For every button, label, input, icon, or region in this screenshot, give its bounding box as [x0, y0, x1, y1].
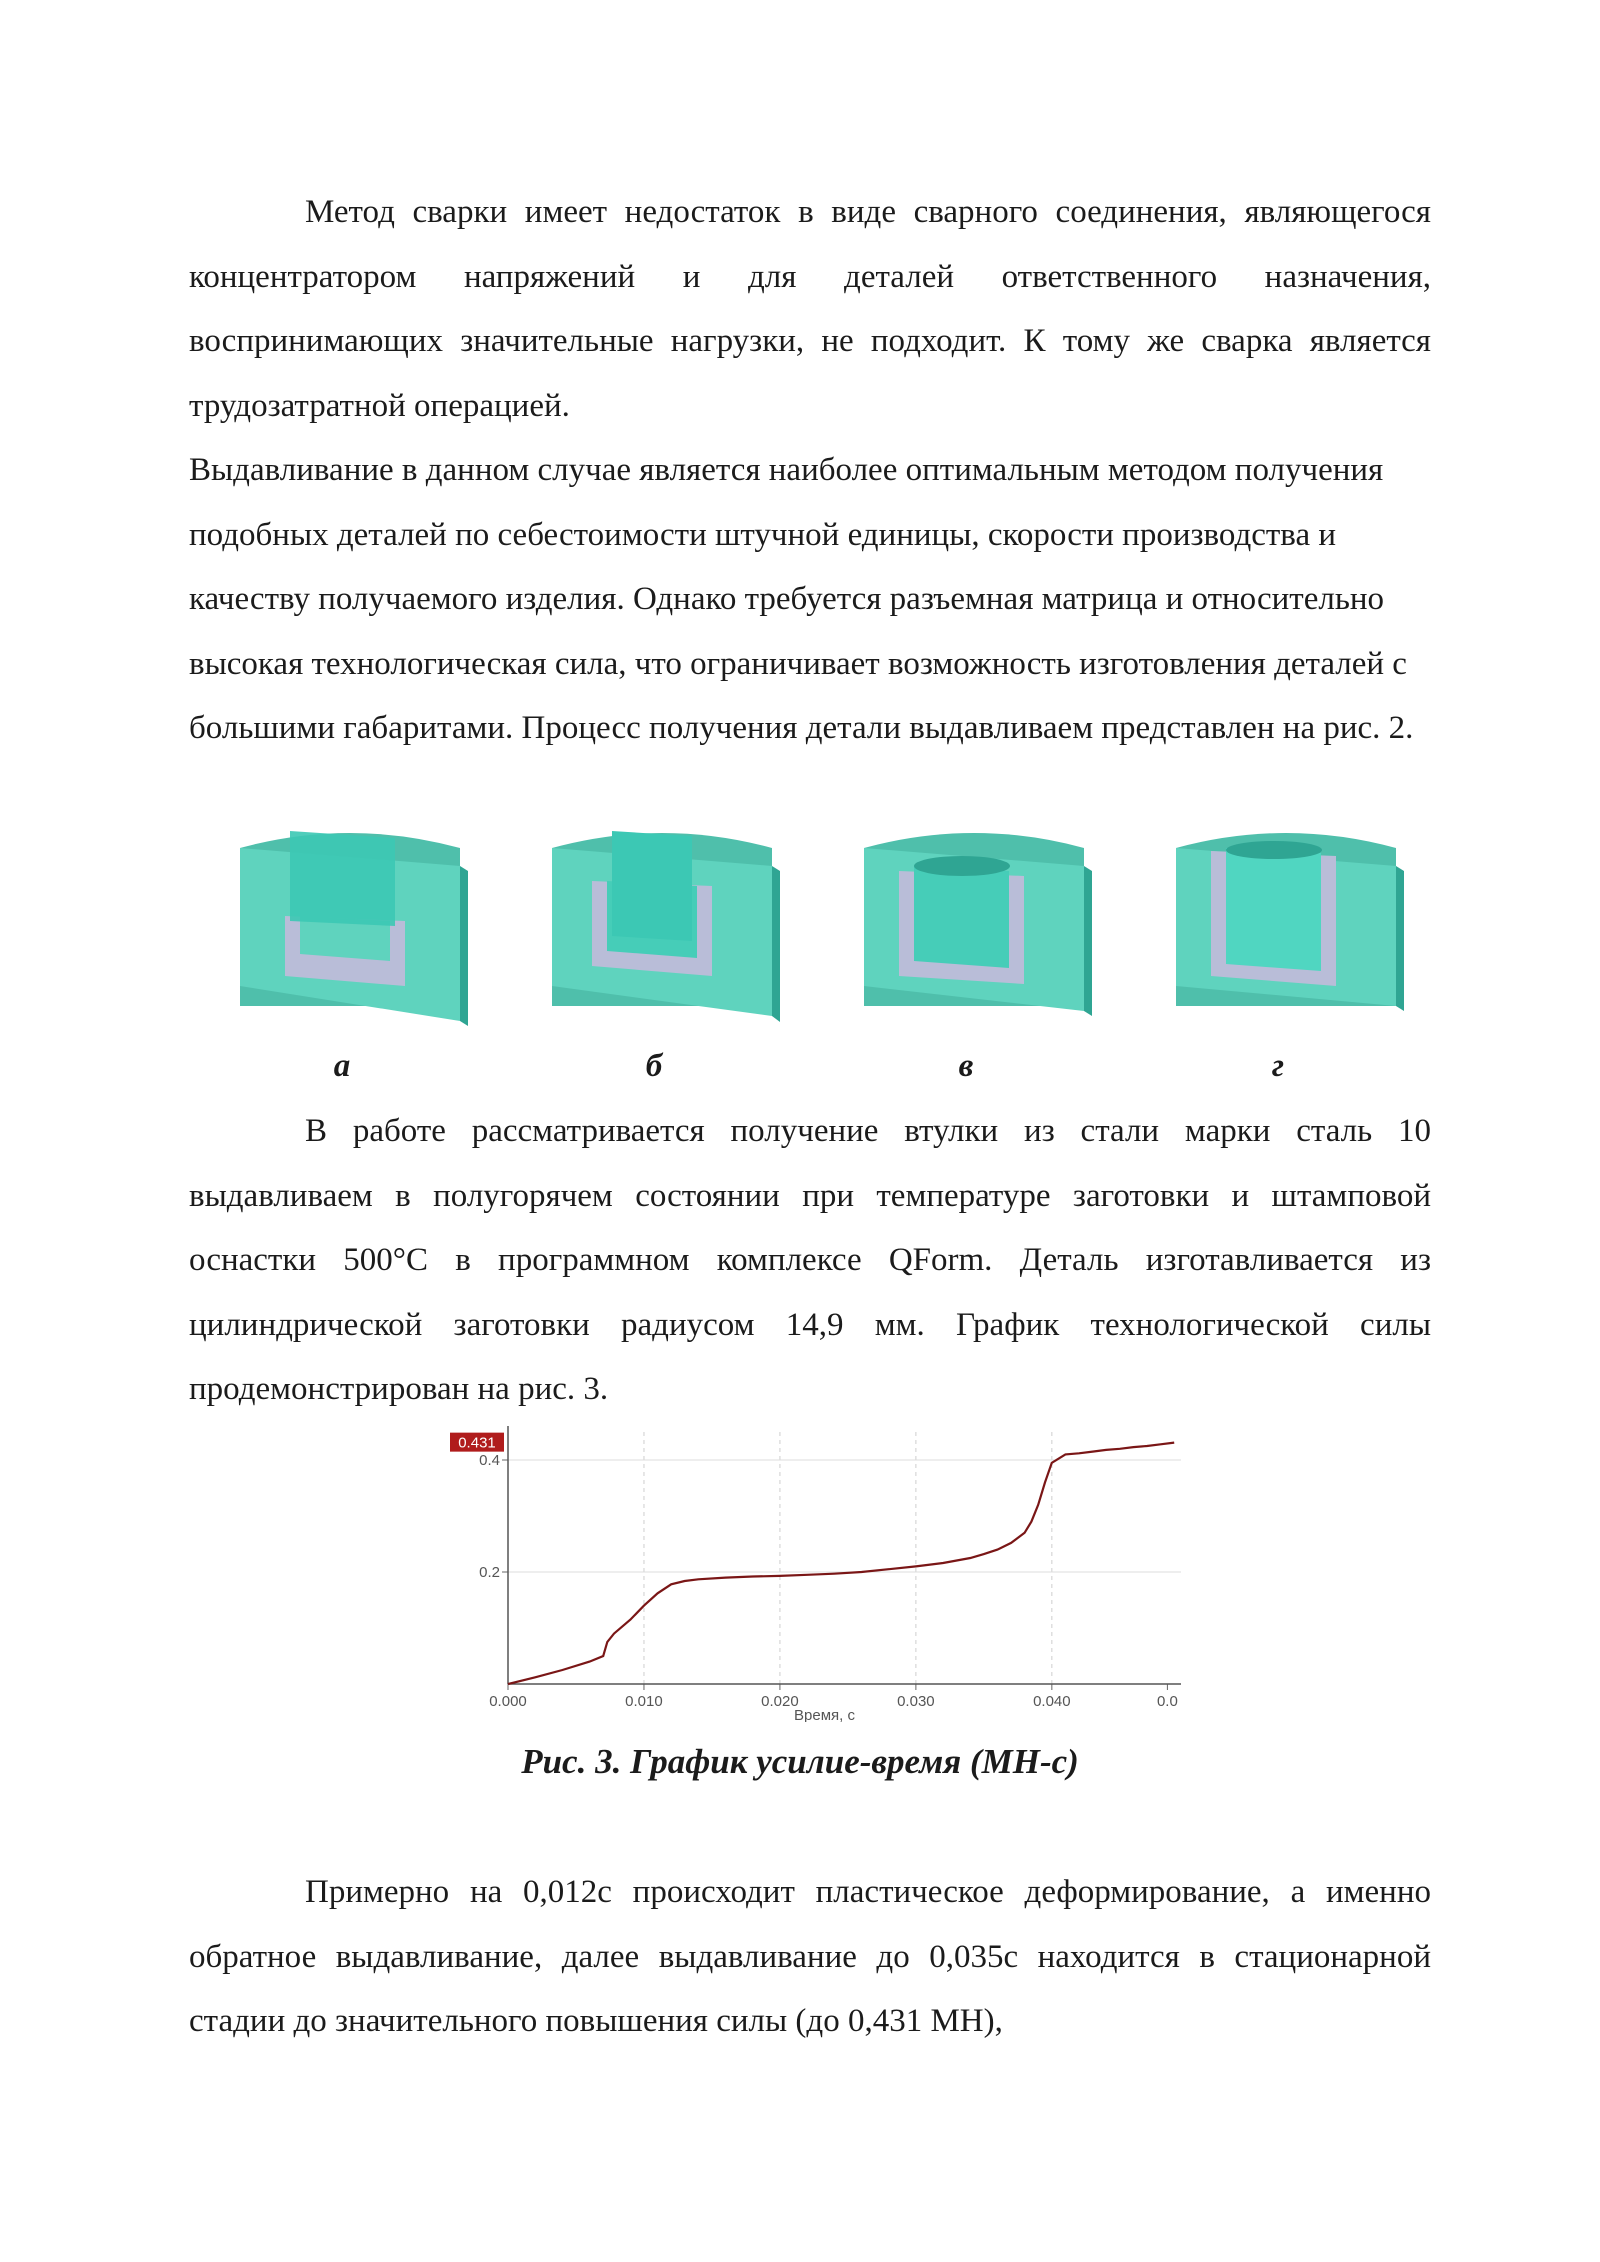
- x-tick-label: 0.020: [761, 1693, 799, 1710]
- figure-label-a: а: [333, 1048, 351, 1084]
- paragraph-welding: Метод сварки имеет недостаток в виде сварного соединения, являющегося концентратором напряжений и для деталей ответственного назначения, воспринимающих значительные нагрузки, не подходит. К тому же сварка является трудозатратной операцией.: [189, 194, 1431, 424]
- extrusion-stage-a-image: [230, 826, 470, 1031]
- x-tick-label: 0.040: [1033, 1693, 1071, 1710]
- chart-svg: [446, 1422, 1186, 1722]
- x-tick-label: 0.0: [1156, 1693, 1178, 1710]
- x-tick-label: 0.030: [897, 1693, 935, 1710]
- y-tick-label: 0.4: [479, 1452, 500, 1469]
- figure-3-caption: Рис. 3. График усилие-время (МН-с): [521, 1742, 1079, 1781]
- figure-label-g: г: [1271, 1048, 1285, 1084]
- paragraph-extrusion: Выдавливание в данном случае является наиболее оптимальным методом получения подобных деталей по себестоимости штучной единицы, скорости производства и качеству получаемого изделия. Однако требуется разъемная матрица и относительно высокая технологическая сила, что ограничивает возможность изготовления деталей с большими габаритами. Процесс получения детали выдавливаем представлен на рис. 2.: [189, 452, 1414, 746]
- x-axis-title: Время, с: [794, 1707, 855, 1722]
- figure-2-illustrations: [220, 826, 1420, 1051]
- figure-label-b: б: [645, 1048, 663, 1084]
- x-tick-label: 0.000: [489, 1693, 527, 1710]
- force-series-line: [508, 1443, 1174, 1684]
- max-value-label: 0.431: [458, 1434, 496, 1452]
- paragraph-process-description: В работе рассматривается получение втулки из стали марки сталь 10 выдавливаем в полугорячем состоянии при температуре заготовки и штамповой оснастки 500°С в программном комплексе QForm. Деталь изготавливается из цилиндрической заготовки радиусом 14,9 мм. График технологической силы продемонстрирован на рис. 3.: [189, 1113, 1431, 1407]
- force-time-chart: [446, 1422, 1186, 1722]
- x-tick-label: 0.010: [625, 1693, 663, 1710]
- extrusion-stage-v-image: [854, 826, 1094, 1031]
- paragraph-analysis: Примерно на 0,012с происходит пластическое деформирование, а именно обратное выдавливание, далее выдавливание до 0,035с находится в стационарной стадии до значительного повышения силы (до 0,431 МН),: [189, 1874, 1431, 2039]
- figure-label-v: в: [958, 1048, 974, 1084]
- extrusion-stage-b-image: [542, 826, 782, 1031]
- y-tick-label: 0.2: [479, 1564, 500, 1581]
- extrusion-stage-g-image: [1166, 826, 1406, 1031]
